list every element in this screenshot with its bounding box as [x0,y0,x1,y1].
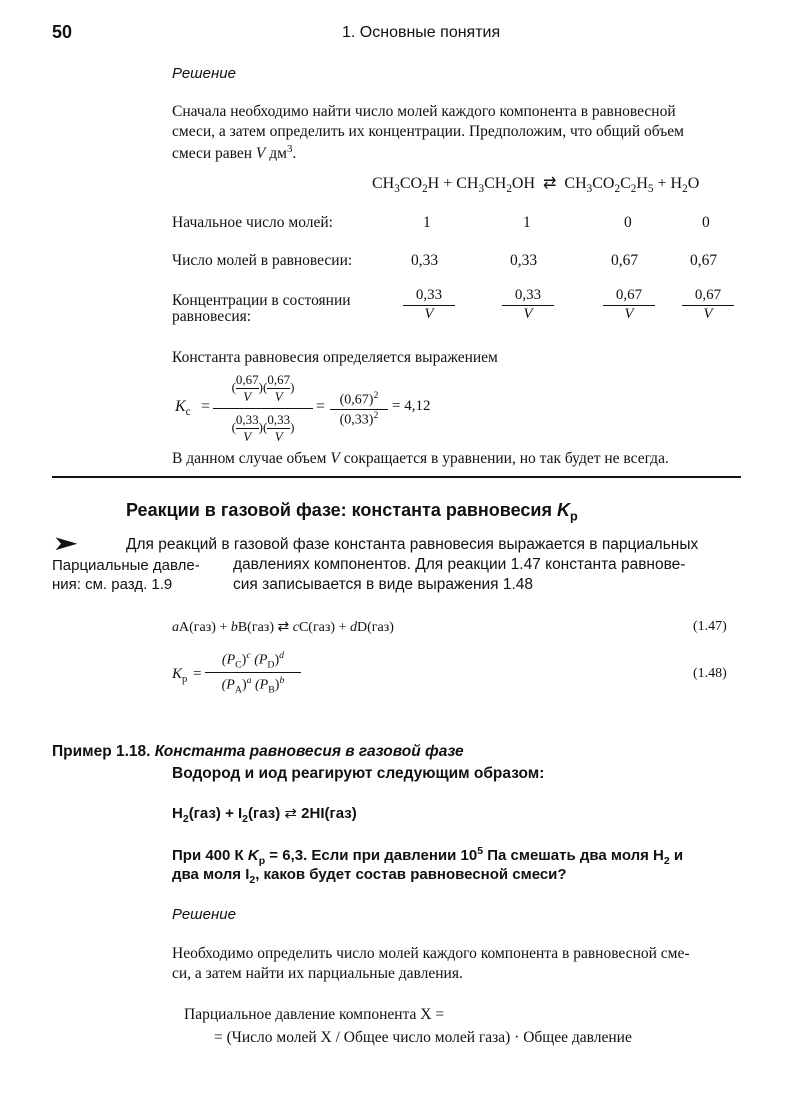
intro-text: смеси равен [172,145,256,163]
kc-result: = 4,12 [392,398,431,414]
frac-num: 0,67 [603,287,655,306]
kc-intro: Константа равновесия определяется выражением [172,349,498,366]
kc-simp-num-base: (0,67) [339,392,374,408]
concentration-fraction [403,287,455,323]
kc-sub: c [185,406,191,419]
ex-r-b-sub: 2 [242,813,249,825]
solution2-heading: Решение [172,906,236,923]
kc-v: V [274,429,283,444]
r2s2: 2 [506,183,512,196]
eq147-B: B(газ) [237,620,278,635]
kc-big-fraction [213,372,313,452]
closing-b: сокращается в уравнении, но так будет не всегда. [339,450,669,467]
eq147-c: c [289,620,299,635]
solution-intro-line1: Сначала необходимо найти число молей каждого компонента в равновесной [172,103,676,120]
margin-arrow-icon: ➤ [52,531,79,555]
ex-r-d: 2HI(газ) [296,805,357,822]
p1: CH [564,175,587,192]
kp-k: K [172,666,183,682]
ex-r-a: H [172,805,183,822]
volume-var: V [255,145,266,163]
intro-unit: дм [265,145,287,163]
intro-unit-exp: 3 [286,143,293,155]
kp-num-p2: (P [250,652,268,668]
kp-num-c-sub: C [235,659,242,671]
eq147-A: A(газ) + [179,620,231,635]
example-line1: Водород и иод реагируют следующим образом: [172,765,545,782]
p1s4: 5 [647,183,654,196]
kc-simplified [330,390,388,428]
kc-v: V [243,389,252,404]
equilibrium-arrow-icon: ⇄ [543,175,557,192]
plus: + [657,175,667,192]
concentration-fraction [502,287,554,323]
q1-c: Па смешать два моля H [483,847,664,864]
section-text-line2: давлениях компонентов. Для реакции 1.47 константа равнове- [233,556,686,573]
kp-sub: p [182,674,188,685]
kc-simp-den [330,410,388,429]
equation-1-47 [172,619,394,636]
solution2-line1: Необходимо определить число молей каждого компонента в равновесной сме- [172,945,690,962]
kc-equals: = [201,398,211,415]
closing-var: V [330,450,340,467]
kp-num-d-exp: d [279,650,285,661]
q2-a: два моля I [172,866,250,883]
kp-numerator: $(P_C)^c$ $(P_D)^d$ [205,650,301,673]
solution-heading: Решение [172,65,236,82]
example-heading [52,743,464,761]
section-title-var: K [556,500,570,520]
equilibrium-arrow-icon: ⇄ [284,805,297,822]
kp-symbol [172,666,187,685]
equation-number-1-47: (1.47) [693,619,727,634]
q1-d: и [669,847,684,864]
kc-equals-2: = [316,398,326,415]
row-equilibrium-label: Число молей в равновесии: [172,252,353,269]
ex-r-c: (газ) [248,805,285,822]
kc-n2: 0,67 [267,372,291,387]
q1-a: При 400 К [172,847,248,864]
q1-sup: 5 [477,845,484,857]
r1b: CO [399,175,423,192]
partial-pressure-formula-1: Парциальное давление компонента X = [184,1006,445,1023]
eq147-b: b [230,620,238,635]
closing-a: В данном случае объем [172,450,331,467]
kc-k: K [175,398,186,415]
example-reaction [172,804,357,825]
frac-num: 0,33 [502,287,554,306]
solution-intro-line2: смеси, а затем определить их концентрации. Предположим, что общий объем [172,123,684,140]
kc-numerator: ( $\frac{0,67}{V}$ )( $\frac{0,67}{V}$ ) [231,372,295,404]
page-number: 50 [52,22,73,42]
kc-simp-den-exp: 2 [373,409,379,421]
q1-b: = 6,3. Если при давлении 10 [265,847,478,864]
p1b: CO [592,175,615,192]
r1s1: 3 [394,183,400,196]
frac-den: V [523,306,533,322]
kp-den-a-sub: A [234,684,242,696]
frac-den: V [424,306,434,322]
kc-d2: 0,33 [267,412,291,427]
margin-note-line1: Парциальные давле- [52,557,200,574]
row-initial-value: 0 [624,214,632,231]
ex-r-b: (газ) + I [188,805,243,822]
kc-simp-den-base: (0,33) [339,412,374,428]
section-text-line1: Для реакций в газовой фазе константа равновесия выражается в парциальных [126,536,699,553]
kc-v: V [243,429,252,444]
kc-symbol [175,398,191,418]
frac-num: 0,67 [682,287,734,306]
row-concentration-label-2: равновесия: [172,308,252,325]
row-initial-value: 1 [423,214,431,231]
row-equilibrium-value: 0,33 [411,252,439,269]
equation-number-1-48: (1.48) [693,666,727,681]
section-title-sub: p [569,509,578,524]
chapter-title: 1. Основные понятия [342,24,501,41]
row-equilibrium-value: 0,67 [611,252,639,269]
kp-denominator: $(P_A)^a$ $(P_B)^b$ [221,675,285,696]
frac-den: V [703,306,713,322]
concentration-fraction [603,287,655,323]
frac-num: 0,33 [403,287,455,306]
margin-note-line2: ния: см. разд. 1.9 [52,576,173,593]
r2c: OH [511,175,536,192]
kp-num-c-exp: c [246,650,251,661]
ex-r-a-sub: 2 [182,813,189,825]
kp-den-b-exp: b [279,675,285,687]
solution-intro-line3 [172,143,296,163]
esterification-reaction [372,173,699,195]
example-question-line2 [172,866,567,886]
partial-pressure-formula-2: = (Число молей X / Общее число молей газа) · Общее давление [214,1029,632,1046]
q2-b: , каков будет состав равновесной смеси? [255,866,567,883]
p1s1: 3 [586,183,593,196]
solution2-line2: си, а затем найти их парциальные давления. [172,965,463,982]
eq147-C: C(газ) + [298,620,350,635]
row-initial-label: Начальное число молей: [172,214,333,231]
frac-den: V [624,306,634,322]
q1-ksub: p [258,855,266,867]
kp-equals: = [193,666,202,682]
row-initial-value: 1 [523,214,531,231]
p1c: C [620,175,631,192]
kp-num-d-sub: D [267,659,275,671]
kc-denominator: ( $\frac{0,33}{V}$ )( $\frac{0,33}{V}$ ) [231,412,295,444]
section-text-line3: сия записывается в виде выражения 1.48 [233,576,534,593]
kc-main-bar [213,408,313,409]
r2s1: 3 [478,183,485,196]
kp-num-p: (P [221,652,236,668]
section-divider [52,476,741,478]
eq147-a: a [172,620,179,635]
example-title: Константа равновесия в газовой фазе [154,743,464,760]
section-title-text: Реакции в газовой фазе: константа равновесия [126,500,557,520]
eq147-D: D(газ) [356,620,394,635]
p2b: O [687,175,700,192]
r2: CH [456,175,479,192]
section-title [126,500,578,524]
r1c: H [427,175,440,192]
kc-simp-num [330,390,388,410]
p1s3: 2 [630,183,637,196]
concentration-fraction [682,287,734,323]
q1-sub: 2 [663,855,670,867]
row-initial-value: 0 [702,214,710,231]
solution-closing [172,450,669,468]
intro-end: . [292,145,297,163]
example-question-line1 [172,845,683,867]
kp-den-a-exp: a [246,675,252,687]
kp-den-p2: (P [251,678,269,694]
kc-n1: 0,67 [235,372,259,387]
kc-d1: 0,33 [235,412,259,427]
eq147-d: d [349,620,357,635]
row-concentration-label-1: Концентрации в состоянии [172,292,351,309]
kp-fraction [205,650,301,696]
kc-v: V [274,389,283,404]
example-label: Пример 1.18. [52,743,151,760]
p2: H [670,175,683,192]
r1s2: 2 [422,183,428,196]
plus: + [443,175,453,192]
p1d: H [636,175,648,192]
kp-den-p: (P [221,678,235,694]
kc-simp-num-exp: 2 [373,390,379,401]
p2s: 2 [682,183,688,196]
r2b: CH [484,175,507,192]
kp-den-b-sub: B [268,684,275,696]
q1-k: K [247,847,259,864]
p1s2: 2 [614,183,621,196]
r1: CH [372,175,395,192]
q2-sub: 2 [249,874,256,886]
row-equilibrium-value: 0,33 [510,252,538,269]
equilibrium-arrow-icon: ⇄ [277,620,290,635]
row-equilibrium-value: 0,67 [690,252,718,269]
